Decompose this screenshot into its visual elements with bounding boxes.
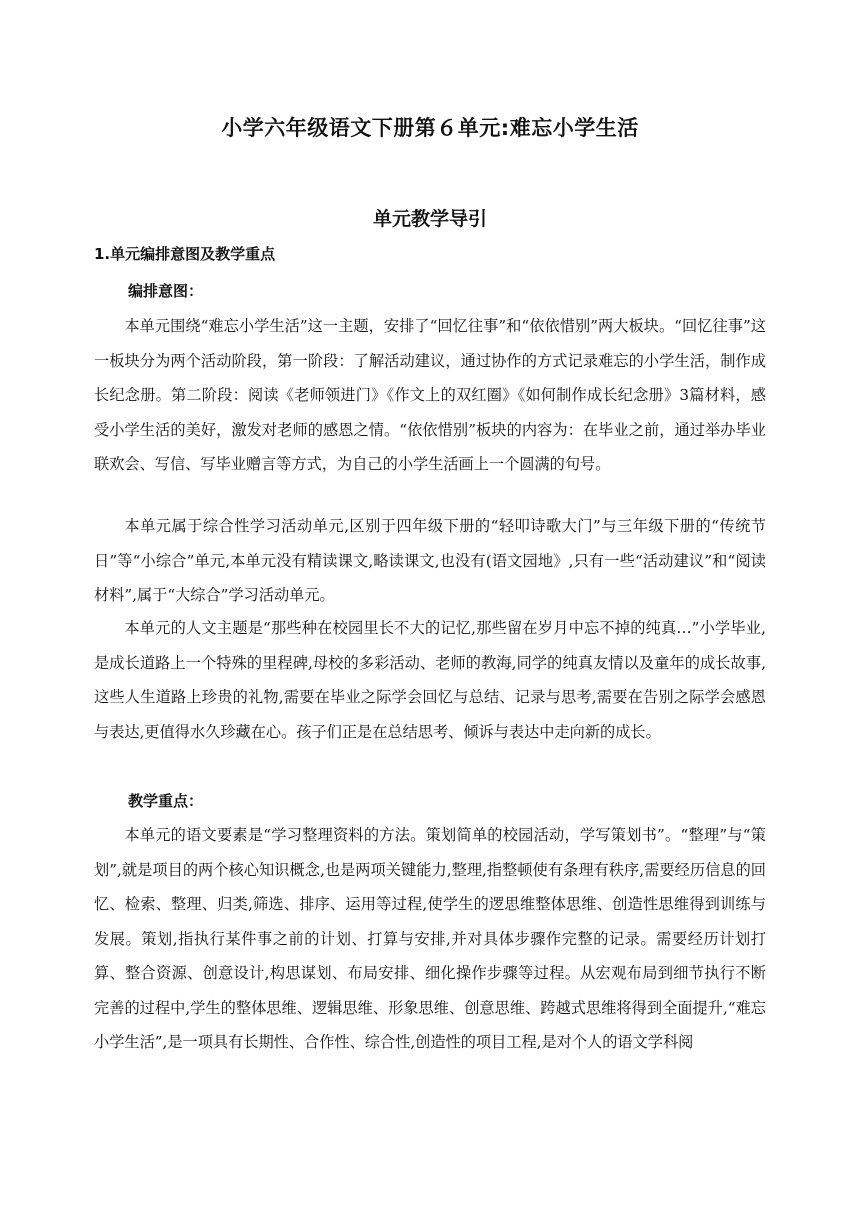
- intent-paragraph-3: 本单元的人文主题是“那些种在校园里长不大的记忆,那些留在岁月中忘不掉的纯真…”小学毕业,是成长道路上一个特殊的里程碑,母校的多彩活动、老师的教海,同学的纯真友情以及童年的成长故事,这些人生道路上珍贵的礼物,需要在毕业之际学会回忆与总结、记录与思考,需要在告别之际学会感恩与表达,更值得水久珍藏在心。孩子们正是在总结思考、倾诉与表达中走向新的成长。: [94, 619, 766, 741]
- section-heading: 1.单元编排意图及教学重点: [94, 245, 276, 263]
- intent-label: 编排意图：: [128, 282, 204, 300]
- document-subtitle: 单元教学导引: [372, 208, 487, 230]
- document-title: 小学六年级语文下册第６单元:难忘小学生活: [221, 116, 639, 140]
- intent-paragraph-1: 本单元围绕“难忘小学生活”这一主题，安排了“回忆往事”和“依依惜别”两大板块。“回忆往事”这一板块分为两个活动阶段，第一阶段：了解活动建议，通过协作的方式记录难忘的小学生活，制作成长纪念册。第二阶段：阅读《老师领进门》《作文上的双红圈》《如何制作成长纪念册》3篇材料，感受小学生活的美好，激发对老师的感恩之情。“依依惜别”板块的内容为：在毕业之前，通过举办毕业联欢会、写信、写毕业赠言等方式，为自己的小学生活画上一个圆满的句号。: [94, 317, 766, 473]
- focus-paragraph: 本单元的语文要素是“学习整理资料的方法。策划简单的校园活动，学写策划书”。“整理”与“策划”,就是项目的两个核心知识概念,也是两项关键能力,整理,指整顿使有条理有秩序,需要经历信息的回忆、检索、整理、归类,筛选、排序、运用等过程,使学生的逻思维整体思维、创造性思维得到训练与发展。策划,指执行某件事之前的计划、打算与安排,并对具体步骤作完整的记录。需要经历计划打算、整合资源、创意设计,构思谋划、布局安排、细化操作步骤等过程。从宏观布局到细节执行不断完善的过程中,学生的整体思维、逻辑思维、形象思维、创意思维、跨越式思维将得到全面提升,“难忘小学生活”,是一项具有长期性、合作性、综合性,创造性的项目工程,是对个人的语文学科阅: [94, 826, 766, 1051]
- focus-label: 教学重点：: [128, 792, 204, 810]
- intent-paragraph-2: 本单元属于综合性学习活动单元,区别于四年级下册的“轻叩诗歌大门”与三年级下册的“传统节日”等“小综合”单元,本单元没有精读课文,略读课文,也没有(语文园地》,只有一些“活动建议”和“阅读材料”,属于“大综合”学习活动单元。: [94, 517, 766, 604]
